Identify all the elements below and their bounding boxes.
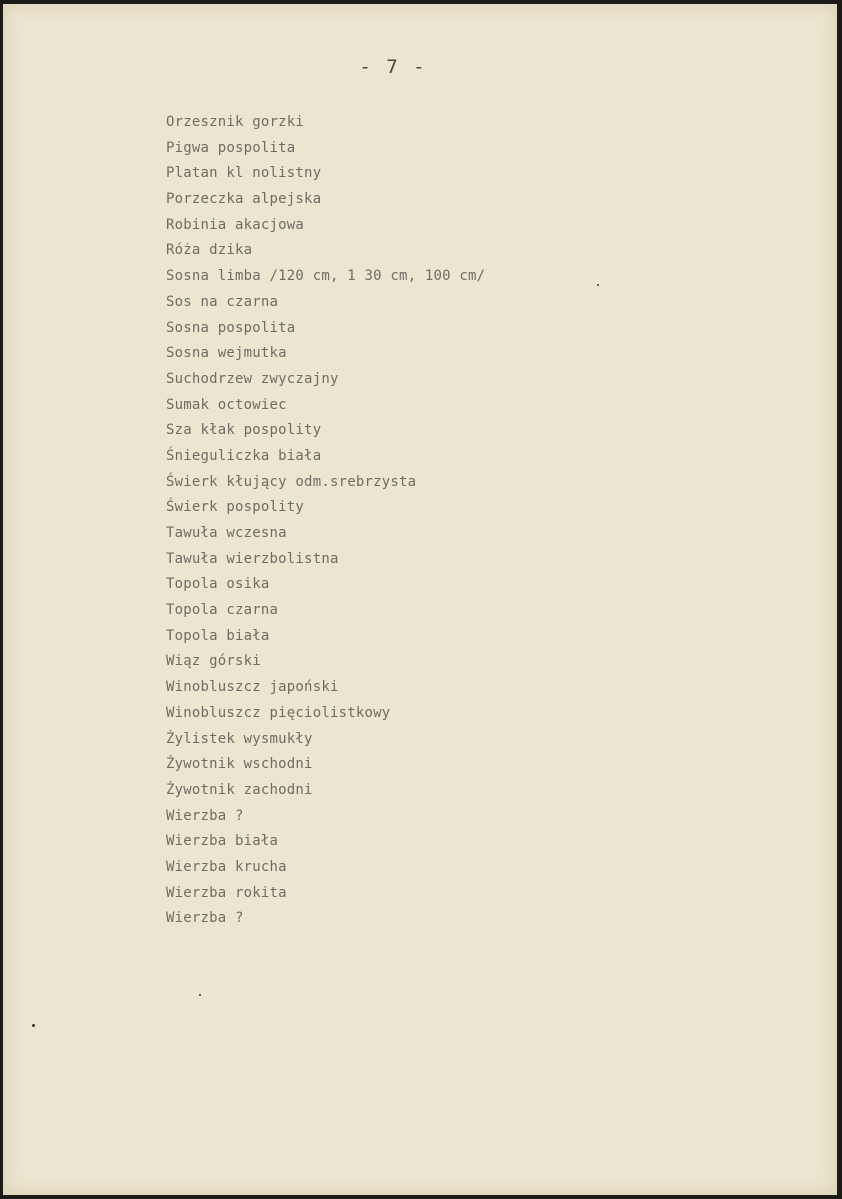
- list-item: Tawuła wierzbolistna: [166, 550, 339, 567]
- list-item: Sosna wejmutka: [166, 345, 287, 362]
- list-item: Sumak octowiec: [166, 396, 287, 413]
- list-item: Winobluszcz pięciolistkowy: [166, 704, 391, 721]
- list-item: Porzeczka alpejska: [166, 191, 322, 208]
- list-item: Platan kl nolistny: [166, 165, 322, 182]
- list-item: Wierzba krucha: [166, 858, 287, 875]
- list-item: Winobluszcz japoński: [166, 679, 339, 696]
- list-item: Suchodrzew zwyczajny: [166, 370, 339, 387]
- list-item: Sosna limba /120 cm, 1 30 cm, 100 cm/: [166, 268, 486, 285]
- list-item: Robinia akacjowa: [166, 216, 305, 233]
- list-item: Topola biała: [166, 627, 270, 644]
- list-item: Śnieguliczka biała: [166, 447, 322, 464]
- list-item: Sza kłak pospolity: [166, 422, 322, 439]
- list-item: Sosna pospolita: [166, 319, 296, 336]
- list-item: Wierzba biała: [166, 833, 279, 850]
- paper-speck: [199, 994, 201, 996]
- list-item: Topola osika: [166, 576, 270, 593]
- list-item: Sos na czarna: [166, 293, 279, 310]
- list-item: Topola czarna: [166, 602, 279, 619]
- list-item: Świerk kłujący odm.srebrzysta: [166, 473, 417, 490]
- paper-speck: [32, 1024, 35, 1027]
- page-number: - 7 -: [359, 56, 427, 78]
- list-item: Żywotnik wschodni: [166, 756, 313, 773]
- list-item: Wierzba ?: [166, 807, 244, 824]
- list-item: Żylistek wysmukły: [166, 730, 313, 747]
- document-page: [3, 4, 837, 1195]
- species-list: [166, 110, 485, 932]
- list-item: Róża dzika: [166, 242, 253, 259]
- paper-speck: [597, 284, 599, 286]
- list-item: Orzesznik gorzki: [166, 114, 305, 130]
- list-item: Tawuła wczesna: [166, 525, 287, 541]
- list-item: Wierzba ?: [166, 910, 244, 927]
- list-item: Wiąz górski: [166, 653, 261, 670]
- list-item: Świerk pospolity: [166, 499, 305, 516]
- list-item: Wierzba rokita: [166, 884, 287, 901]
- list-item: Pigwa pospolita: [166, 139, 296, 156]
- list-item: Żywotnik zachodni: [166, 781, 313, 798]
